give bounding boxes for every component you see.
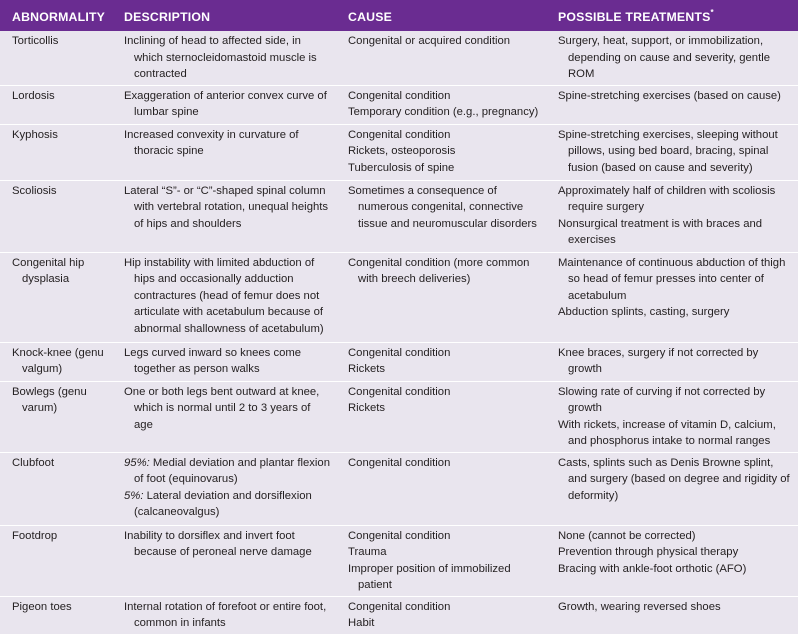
cause-line: Congenital condition (more common with breech deliveries) bbox=[348, 256, 530, 285]
treatments-cell bbox=[546, 381, 798, 452]
table-row bbox=[0, 452, 798, 525]
cause-line: Temporary condition (e.g., pregnancy) bbox=[348, 106, 539, 118]
treatments-cell bbox=[546, 85, 798, 124]
abnormality-cell bbox=[0, 525, 112, 596]
cause-cell bbox=[336, 180, 546, 252]
footnote-mark: * bbox=[710, 7, 714, 17]
cause-line: Improper position of immobilized patient bbox=[348, 562, 511, 591]
cause-line: Congenital condition bbox=[348, 600, 451, 613]
table-row bbox=[0, 525, 798, 596]
description-cell bbox=[112, 85, 336, 124]
description-cell bbox=[112, 180, 336, 252]
cause-line: Rickets, osteoporosis bbox=[348, 145, 456, 157]
treatment-line: Abduction splints, casting, surgery bbox=[558, 306, 730, 318]
cause-line: Habit bbox=[348, 617, 375, 629]
table-row bbox=[0, 31, 798, 85]
cause-cell bbox=[336, 525, 546, 596]
treatment-line: Spine-stretching exercises (based on cause) bbox=[558, 89, 781, 102]
treatments-cell bbox=[546, 124, 798, 180]
cause-cell bbox=[336, 31, 546, 85]
cause-line: Rickets bbox=[348, 402, 386, 414]
treatment-line: Surgery, heat, support, or immobilization, depending on cause and severity, gentle ROM bbox=[558, 35, 771, 80]
abnormality-cell bbox=[0, 381, 112, 452]
cause-cell bbox=[336, 124, 546, 180]
abnormality-cell bbox=[0, 31, 112, 85]
description-line: Legs curved inward so knees come together as person walks bbox=[124, 346, 302, 375]
header-treatments-label: POSSIBLE TREATMENTS bbox=[558, 9, 711, 24]
treatments-cell bbox=[546, 596, 798, 634]
treatment-line: Spine-stretching exercises, sleeping without pillows, using bed board, bracing, spinal fusion (based on cause and severity) bbox=[558, 128, 778, 174]
table-row bbox=[0, 342, 798, 381]
description-cell bbox=[112, 525, 336, 596]
treatment-line: With rickets, increase of vitamin D, calcium, and phosphorus intake to normal ranges bbox=[558, 418, 776, 447]
treatments-cell bbox=[546, 180, 798, 252]
abnormality-name: Torticollis bbox=[12, 35, 59, 47]
header-cause: CAUSE bbox=[348, 9, 393, 24]
cause-cell bbox=[336, 342, 546, 381]
description-cell bbox=[112, 124, 336, 180]
cause-line: Rickets bbox=[348, 363, 386, 375]
table-row bbox=[0, 124, 798, 180]
description-line: Inclining of head to affected side, in which sternocleidomastoid muscle is contracted bbox=[124, 35, 317, 80]
treatment-line: Growth, wearing reversed shoes bbox=[558, 600, 721, 613]
cause-line: Congenital condition bbox=[348, 385, 451, 398]
description-text: Medial deviation and plantar flexion of foot (equinovarus) bbox=[134, 456, 330, 485]
treatment-line: Prevention through physical therapy bbox=[558, 546, 739, 558]
treatment-line: Slowing rate of curving if not corrected by growth bbox=[558, 385, 766, 414]
table-row bbox=[0, 180, 798, 252]
header-treatments bbox=[546, 0, 798, 31]
treatments-cell bbox=[546, 252, 798, 342]
cause-line: Sometimes a consequence of numerous congenital, connective tissue and neuromuscular disorders bbox=[348, 184, 537, 230]
cause-line: Congenital condition bbox=[348, 128, 451, 141]
treatment-line: Knee braces, surgery if not corrected by growth bbox=[558, 346, 759, 375]
description-cell bbox=[112, 342, 336, 381]
abnormality-name: Footdrop bbox=[12, 529, 58, 542]
table-row bbox=[0, 252, 798, 342]
abnormality-cell bbox=[0, 180, 112, 252]
cause-cell bbox=[336, 252, 546, 342]
cause-line: Congenital condition bbox=[348, 456, 451, 469]
abnormality-name: Congenital hip dysplasia bbox=[12, 256, 85, 285]
header-description: DESCRIPTION bbox=[124, 9, 211, 24]
header-row bbox=[0, 0, 798, 31]
table-row bbox=[0, 381, 798, 452]
abnormality-cell bbox=[0, 85, 112, 124]
cause-cell bbox=[336, 596, 546, 634]
abnormality-cell bbox=[0, 596, 112, 634]
treatments-cell bbox=[546, 452, 798, 525]
description-line: One or both legs bent outward at knee, which is normal until 2 to 3 years of age bbox=[124, 385, 320, 431]
abnormality-name: Knock-knee (genu valgum) bbox=[12, 346, 104, 375]
description-line: Lateral “S”- or “C”-shaped spinal column with vertebral rotation, unequal heights of hips and shoulders bbox=[124, 184, 329, 230]
abnormality-cell bbox=[0, 342, 112, 381]
description-line: Hip instability with limited abduction of hips and occasionally adduction contractures (head of femur does not articulate with acetabulum because of abnormal shallowness of acetabulum) bbox=[124, 256, 324, 335]
cause-line: Congenital condition bbox=[348, 529, 451, 542]
treatment-line: Nonsurgical treatment is with braces and exercises bbox=[558, 217, 763, 246]
table-row bbox=[0, 596, 798, 634]
cause-line: Congenital condition bbox=[348, 346, 451, 359]
treatment-line: Bracing with ankle-foot orthotic (AFO) bbox=[558, 562, 747, 575]
treatments-cell bbox=[546, 31, 798, 85]
description-line bbox=[124, 488, 330, 521]
cause-cell bbox=[336, 452, 546, 525]
header-abnormality: ABNORMALITY bbox=[12, 9, 106, 24]
description-line: Increased convexity in curvature of thoracic spine bbox=[124, 128, 299, 157]
description-percent: 5%: bbox=[124, 489, 144, 502]
description-cell bbox=[112, 381, 336, 452]
cause-line: Congenital condition bbox=[348, 89, 451, 102]
treatments-cell bbox=[546, 342, 798, 381]
treatment-line: Approximately half of children with scoliosis require surgery bbox=[558, 184, 776, 213]
description-line: Internal rotation of forefoot or entire foot, common in infants bbox=[124, 600, 327, 629]
abnormality-name: Bowlegs (genu varum) bbox=[12, 385, 87, 414]
description-cell bbox=[112, 31, 336, 85]
description-cell bbox=[112, 252, 336, 342]
treatment-line: Casts, splints such as Denis Browne splint, and surgery (based on degree and rigidity of deformity) bbox=[558, 456, 790, 502]
abnormality-name: Kyphosis bbox=[12, 128, 58, 141]
treatments-cell bbox=[546, 525, 798, 596]
abnormality-name: Clubfoot bbox=[12, 456, 55, 469]
table-row bbox=[0, 85, 798, 124]
description-cell bbox=[112, 596, 336, 634]
abnormality-cell bbox=[0, 124, 112, 180]
description-percent: 95%: bbox=[124, 456, 150, 469]
description-line: Inability to dorsiflex and invert foot because of peroneal nerve damage bbox=[124, 529, 312, 558]
description-text: Lateral deviation and dorsiflexion (calcaneovalgus) bbox=[134, 489, 312, 518]
abnormality-name: Scoliosis bbox=[12, 184, 57, 197]
description-cell bbox=[112, 452, 336, 525]
cause-cell bbox=[336, 85, 546, 124]
abnormality-cell bbox=[0, 452, 112, 525]
abnormality-cell bbox=[0, 252, 112, 342]
abnormality-name: Lordosis bbox=[12, 89, 55, 102]
treatment-line: Maintenance of continuous abduction of thigh so head of femur presses into center of acetabulum bbox=[558, 256, 786, 302]
cause-line: Trauma bbox=[348, 546, 387, 558]
cause-cell bbox=[336, 381, 546, 452]
description-line bbox=[124, 455, 330, 488]
treatment-line: None (cannot be corrected) bbox=[558, 529, 696, 542]
cause-line: Tuberculosis of spine bbox=[348, 161, 455, 174]
cause-line: Congenital or acquired condition bbox=[348, 35, 511, 47]
description-line: Exaggeration of anterior convex curve of lumbar spine bbox=[124, 89, 327, 118]
abnormality-name: Pigeon toes bbox=[12, 600, 72, 613]
